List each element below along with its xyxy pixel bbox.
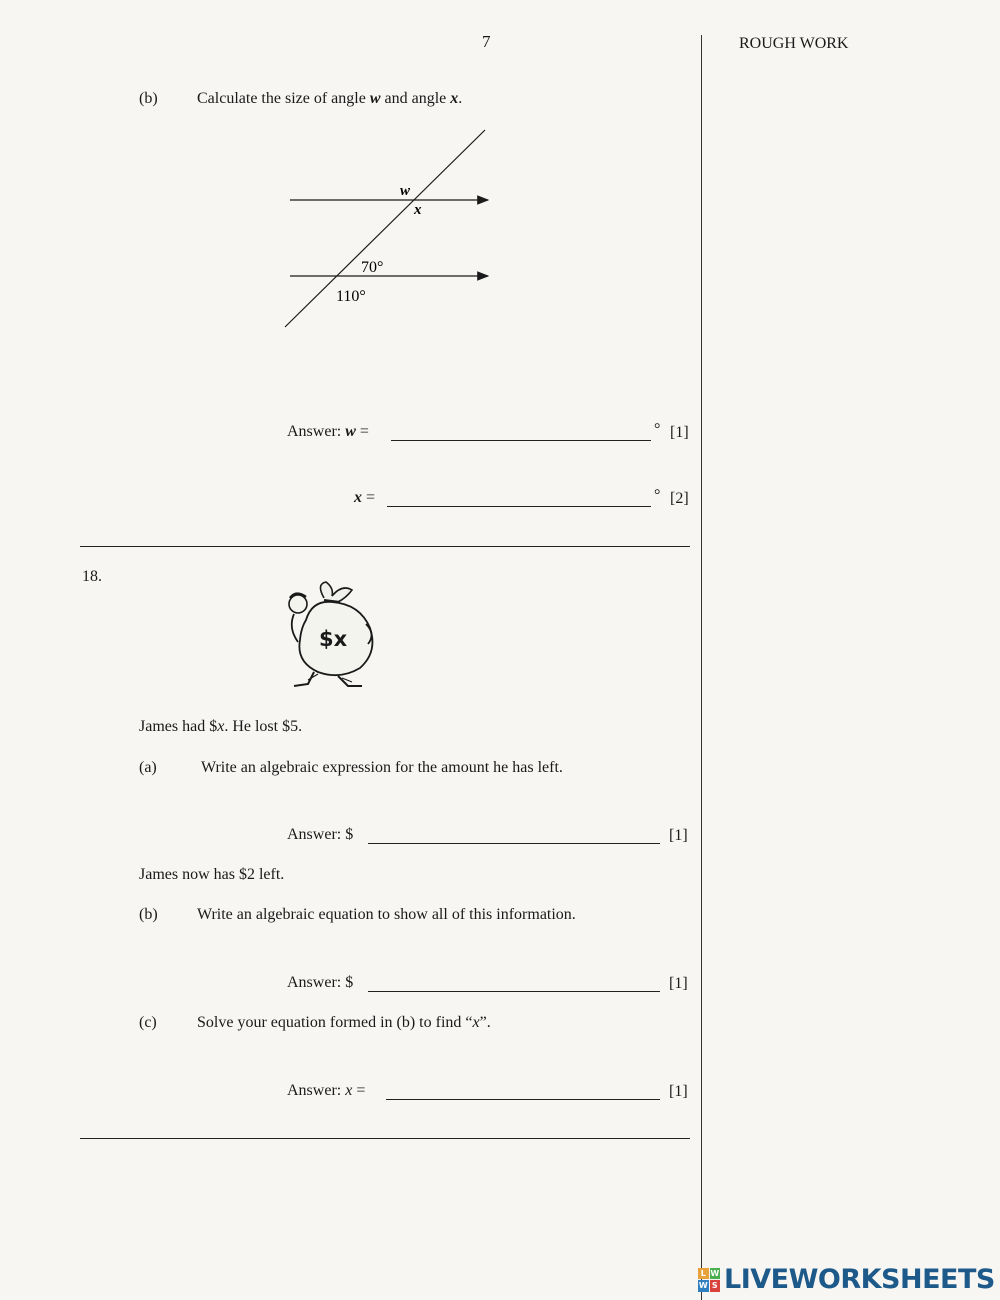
marks-b: [1] [669,975,688,992]
answer-b-label: Answer: $ [287,974,354,991]
transversal-line [285,130,485,327]
q18-number: 18. [82,568,102,585]
marks-x: [2] [670,490,689,507]
answer-c-field[interactable] [386,1099,660,1100]
answer-x-label: x = [354,489,376,506]
answer-b-field[interactable] [368,991,660,992]
marks-w: [1] [670,424,689,441]
answer-x-field[interactable] [387,506,651,507]
answer-c-label: Answer: x = [287,1082,366,1099]
q18b-text: Write an algebraic equation to show all of this information. [197,906,576,923]
section-divider-top [80,546,690,547]
page-number: 7 [482,32,491,51]
logo-mark-s: S [710,1280,721,1292]
q18b-label: (b) [139,906,158,923]
degree-symbol-w: ° [654,421,661,438]
angle-x-label: x [414,202,422,218]
logo-mark-l: L [698,1268,709,1280]
q18a-label: (a) [139,759,157,776]
angle-70-label: 70° [361,259,384,276]
section-divider-bottom [80,1138,690,1139]
logo-mark-w1: W [710,1268,720,1278]
money-bag-illustration [276,580,386,692]
q18-intro: James had $x. He lost $5. [139,718,303,735]
degree-symbol-x: ° [654,487,661,504]
q18-statement: James now has $2 left. [139,866,285,883]
liveworksheets-logo-text: LIVEWORKSHEETS [724,1264,995,1295]
liveworksheets-logo-icon [698,1268,720,1292]
rough-work-heading: ROUGH WORK [739,35,849,52]
q18c-text: Solve your equation formed in (b) to find “x”. [197,1014,491,1031]
marks-c: [1] [669,1083,688,1100]
q18c-label: (c) [139,1014,157,1031]
rough-work-divider [701,35,702,1300]
angle-w-label: w [400,183,411,199]
parallel-lines-diagram [280,125,500,335]
liveworksheets-logo [698,1264,995,1295]
q17b-prompt: Calculate the size of angle w and angle x. [197,90,463,107]
answer-a-field[interactable] [368,843,660,844]
logo-mark-w2: W [698,1281,708,1290]
angle-110-label: 110° [336,288,366,305]
marks-a: [1] [669,827,688,844]
answer-a-label: Answer: $ [287,826,354,843]
bag-dollar-x-text: $x [319,627,348,651]
q17b-label: (b) [139,90,158,107]
q18a-text: Write an algebraic expression for the amount he has left. [201,759,563,776]
answer-w-field[interactable] [391,440,651,441]
answer-w-label: Answer: w = [287,423,369,440]
